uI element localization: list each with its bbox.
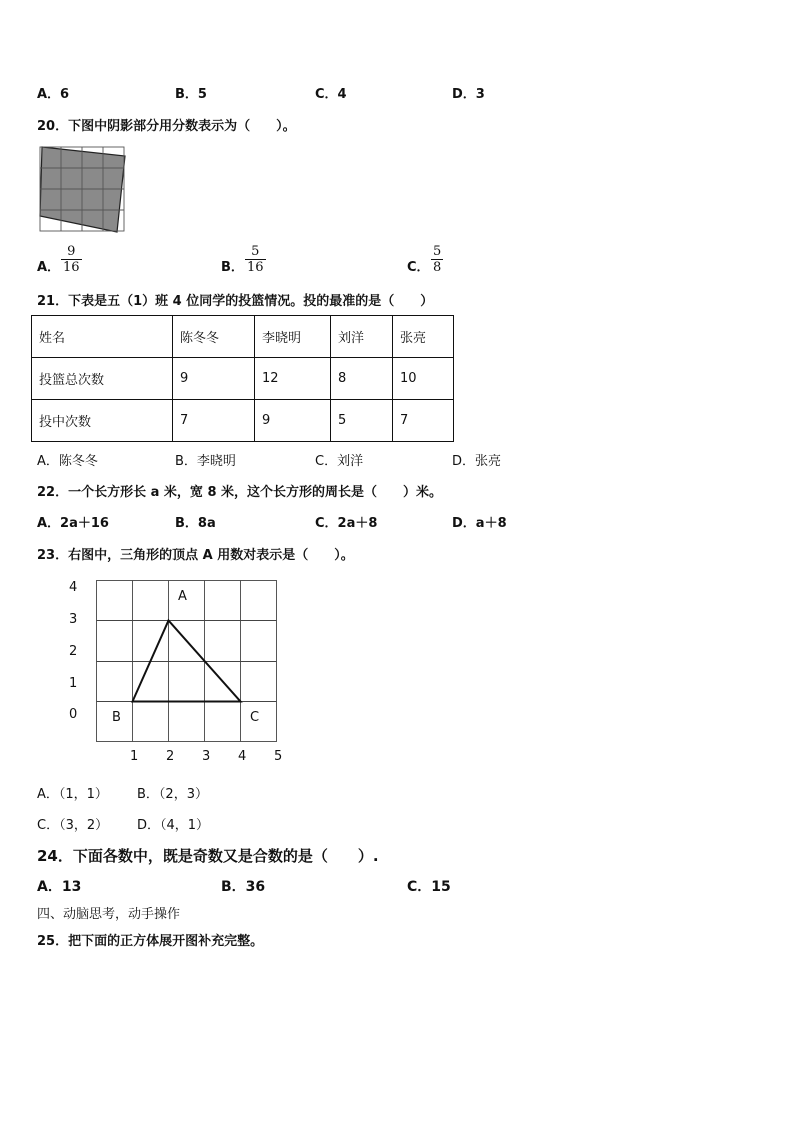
y-axis-label: 1 — [69, 676, 78, 691]
q21-table — [31, 315, 454, 442]
section-4-title: 四、动脑思考，动手操作 — [37, 907, 181, 922]
q19-option-d: D．3 — [452, 87, 485, 102]
q23-option-d: D．（4，1） — [137, 818, 210, 833]
q24-option-b: B．36 — [221, 879, 266, 895]
q20-option-c-numerator: 5 — [433, 244, 442, 259]
q25-question: 25．把下面的正方体展开图补充完整。 — [37, 934, 264, 949]
point-c-label: C — [250, 710, 260, 725]
table-cell: 9 — [255, 400, 331, 442]
q20-option-a-denominator: 16 — [63, 260, 80, 275]
q24-question: 24．下面各数中，既是奇数又是合数的是（ ）. — [37, 847, 379, 865]
q19-option-b: B．5 — [175, 87, 207, 102]
y-axis-label: 4 — [69, 580, 78, 595]
table-cell: 投中次数 — [32, 400, 173, 442]
q20-option-b-denominator: 16 — [247, 260, 264, 275]
q20-option-c-fraction — [431, 244, 443, 275]
x-axis-label: 1 — [130, 749, 139, 764]
table-header-cell: 刘洋 — [331, 316, 393, 358]
table-cell: 12 — [255, 358, 331, 400]
q20-option-c-letter: C． — [407, 260, 430, 275]
y-axis-label: 0 — [69, 707, 78, 722]
q21-option-d: D．张亮 — [452, 454, 502, 469]
q22-option-b: B．8a — [175, 516, 216, 531]
table-header-cell: 张亮 — [393, 316, 454, 358]
q21-option-c: C．刘洋 — [315, 454, 364, 469]
x-axis-label: 2 — [166, 749, 175, 764]
q23-option-b: B．（2，3） — [137, 787, 208, 802]
q22-option-d: D．a＋8 — [452, 516, 507, 531]
y-axis-label: 3 — [69, 612, 78, 627]
table-cell: 8 — [331, 358, 393, 400]
x-axis-label: 4 — [238, 749, 247, 764]
q20-shaded-square-figure — [38, 146, 128, 236]
q19-option-c: C．4 — [315, 87, 347, 102]
q20-shaded-region — [40, 147, 125, 232]
q24-option-a: A．13 — [37, 879, 82, 895]
q21-option-a: A．陈冬冬 — [37, 454, 98, 469]
point-b-label: B — [112, 710, 121, 725]
point-a-label: A — [178, 589, 187, 604]
q20-option-b-fraction — [245, 244, 266, 275]
q22-question: 22．一个长方形长 a 米，宽 8 米，这个长方形的周长是（ ）米。 — [37, 485, 443, 500]
q23-triangle — [133, 621, 241, 702]
x-axis-label: 5 — [274, 749, 283, 764]
table-cell: 投篮总次数 — [32, 358, 173, 400]
q23-option-c: C．（3，2） — [37, 818, 109, 833]
q19-option-a: A．6 — [37, 87, 70, 102]
x-axis-label: 3 — [202, 749, 211, 764]
q22-option-a: A．2a＋16 — [37, 516, 109, 531]
q23-option-a: A．（1，1） — [37, 787, 108, 802]
table-row — [32, 358, 454, 400]
table-row — [32, 400, 454, 442]
table-header-cell: 陈冬冬 — [173, 316, 255, 358]
q20-option-a-numerator: 9 — [67, 244, 76, 259]
table-header-row — [32, 316, 454, 358]
q20-question: 20．下图中阴影部分用分数表示为（ ）。 — [37, 119, 296, 134]
q20-option-c-denominator: 8 — [433, 260, 442, 275]
table-cell: 7 — [173, 400, 255, 442]
q20-option-b-numerator: 5 — [251, 244, 260, 259]
q24-option-c: C．15 — [407, 879, 451, 895]
y-axis-label: 2 — [69, 644, 78, 659]
q20-option-b-letter: B． — [221, 260, 244, 275]
table-header-cell: 李晓明 — [255, 316, 331, 358]
q22-option-c: C．2a＋8 — [315, 516, 378, 531]
table-cell: 7 — [393, 400, 454, 442]
q20-option-a-fraction — [61, 244, 82, 275]
table-cell: 9 — [173, 358, 255, 400]
q20-option-a-letter: A． — [37, 260, 61, 275]
q23-question: 23．右图中，三角形的顶点 A 用数对表示是（ ）。 — [37, 548, 354, 563]
q21-question: 21．下表是五（1）班 4 位同学的投篮情况。投的最准的是（ ） — [37, 294, 434, 309]
q21-option-b: B．李晓明 — [175, 454, 236, 469]
table-cell: 5 — [331, 400, 393, 442]
table-cell: 10 — [393, 358, 454, 400]
table-header-cell: 姓名 — [32, 316, 173, 358]
